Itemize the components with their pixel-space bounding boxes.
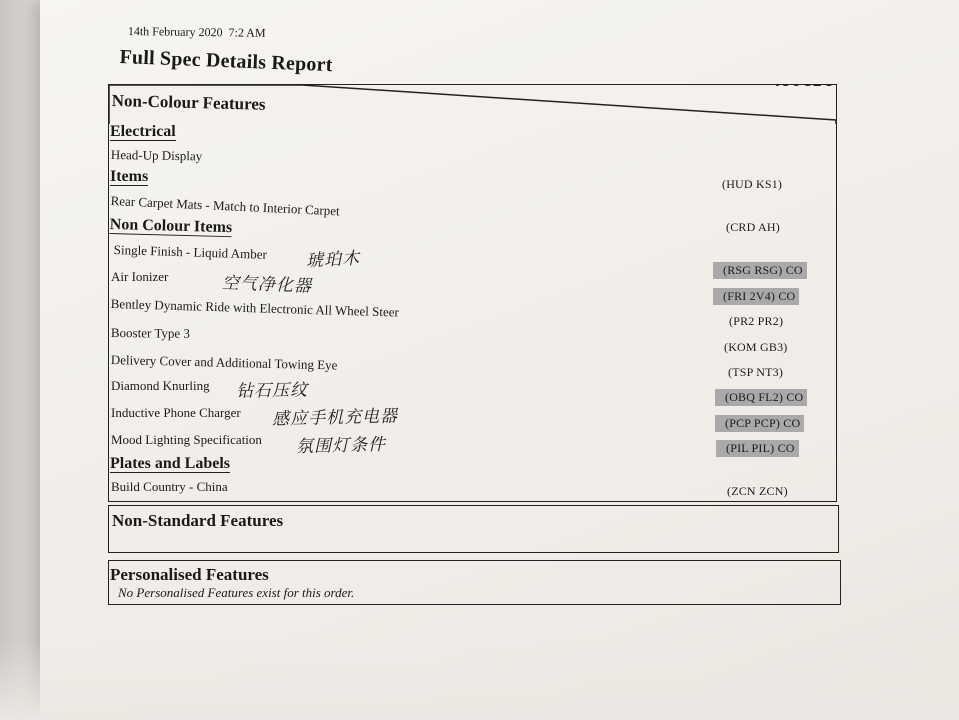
code-suffix: CO (783, 416, 801, 430)
date-text: 14th February 2020 (127, 24, 223, 40)
option-code: (TSP NT3) (728, 365, 784, 379)
handwritten-note: 氛围灯条件 (295, 434, 387, 458)
handwritten-note: 空气净化器 (221, 273, 313, 297)
code-text: (FRI 2V4) (723, 289, 776, 303)
code-suffix: CO (778, 289, 796, 303)
category-non-colour-items: Non Colour Items (109, 216, 233, 237)
option-code: (KOM GB3) (724, 340, 788, 354)
option-code-highlighted (715, 389, 807, 406)
handwritten-note: 琥珀木 (305, 248, 361, 272)
time-text: 7:2 AM (228, 25, 266, 40)
code-text: (PCP PCP) (725, 416, 781, 430)
code-suffix: CO (786, 390, 804, 404)
non-standard-features-heading: Non-Standard Features (112, 511, 284, 530)
item-name: Single Finish - Liquid Amber (113, 242, 268, 262)
item-name: Delivery Cover and Additional Towing Eye (110, 352, 338, 373)
item-name: Bentley Dynamic Ride with Electronic All Wheel Steer (110, 296, 400, 320)
non-colour-features-heading: Non-Colour Features (111, 91, 266, 114)
option-code: (HUD KS1) (722, 177, 783, 191)
item-name: Air Ionizer (111, 269, 169, 284)
code-suffix: CO (777, 441, 795, 455)
handwritten-note: 钻石压纹 (235, 380, 309, 402)
handwritten-note: 感应手机充电器 (271, 406, 399, 430)
item-name: Inductive Phone Charger (111, 405, 241, 420)
code-text: (PIL PIL) (726, 441, 775, 455)
option-code: (CRD AH) (726, 220, 780, 234)
option-code: (PR2 PR2) (729, 314, 784, 328)
option-code-highlighted (716, 440, 799, 457)
code-text: (RSG RSG) (723, 263, 783, 277)
item-name: Mood Lighting Specification (111, 432, 262, 447)
option-code: (ZCN ZCN) (727, 484, 788, 498)
option-code-highlighted (713, 262, 807, 279)
category-plates-and-labels: Plates and Labels (110, 455, 231, 472)
personalised-features-heading: Personalised Features (110, 565, 269, 584)
option-code-highlighted (715, 415, 804, 432)
code-text: (OBQ FL2) (725, 390, 784, 404)
no-personalised-message: No Personalised Features exist for this order. (118, 585, 355, 600)
item-name: Head-Up Display (110, 147, 203, 164)
item-name: Diamond Knurling (111, 378, 210, 393)
category-items: Items (110, 168, 149, 185)
shadow-gradient (0, 640, 959, 720)
category-electrical: Electrical (110, 123, 176, 140)
item-name: Rear Carpet Mats - Match to Interior Carpet (110, 193, 340, 219)
item-name: Build Country - China (111, 479, 228, 494)
code-suffix: CO (785, 263, 803, 277)
item-name: Booster Type 3 (110, 325, 191, 341)
report-date (128, 24, 266, 41)
option-code-highlighted (713, 288, 799, 305)
page-title: Full Spec Details Report (119, 46, 333, 77)
